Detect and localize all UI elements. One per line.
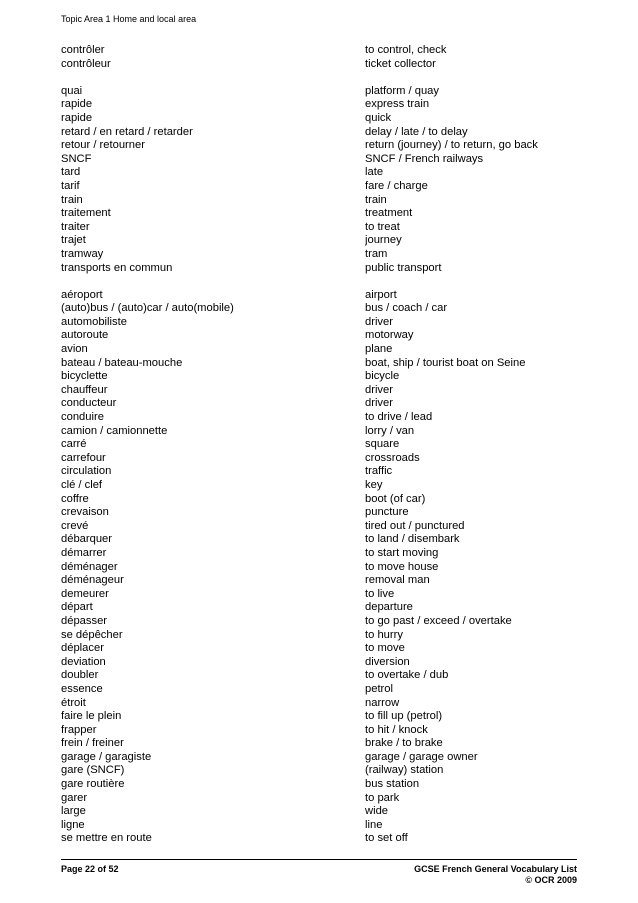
- french-term: autoroute: [61, 329, 109, 342]
- english-translation: garage / garage owner: [365, 750, 478, 763]
- page-number: [61, 864, 119, 875]
- english-translation: boat, ship / tourist boat on Seine: [365, 356, 526, 369]
- vocab-row: [61, 384, 581, 398]
- english-translation: late: [365, 166, 384, 179]
- copyright: © OCR 2009: [525, 875, 577, 885]
- english-translation: motorway: [365, 329, 414, 342]
- vocab-row: [61, 207, 581, 221]
- vocab-row: [61, 58, 581, 72]
- vocab-row: [61, 792, 581, 806]
- vocab-row: [61, 44, 581, 58]
- french-term: clé / clef: [61, 479, 103, 491]
- french-term: doubler: [61, 669, 99, 682]
- vocab-row: [61, 669, 581, 683]
- vocab-row: [61, 465, 581, 479]
- french-term: SNCF: [61, 152, 92, 165]
- english-translation: crossroads: [365, 451, 420, 464]
- vocab-group: [61, 44, 581, 71]
- english-translation: driver: [365, 315, 393, 328]
- vocab-row: [61, 166, 581, 180]
- french-term: deviation: [61, 655, 106, 668]
- english-translation: platform / quay: [365, 84, 439, 97]
- footer-info: [414, 864, 577, 886]
- vocab-row: [61, 248, 581, 262]
- vocab-row: [61, 574, 581, 588]
- english-translation: to control, check: [365, 44, 447, 56]
- english-translation: train: [365, 193, 387, 206]
- english-translation: fare / charge: [365, 179, 428, 192]
- french-term: quai: [61, 84, 83, 97]
- english-translation: traffic: [365, 465, 393, 478]
- vocab-row: [61, 397, 581, 411]
- french-term: (auto)bus / (auto)car / auto(mobile): [61, 302, 234, 315]
- vocab-row: [61, 778, 581, 792]
- french-term: circulation: [61, 465, 112, 478]
- french-term: rapide: [61, 98, 93, 111]
- english-translation: delay / late / to delay: [365, 125, 468, 138]
- english-translation: airport: [365, 288, 397, 301]
- english-translation: to hurry: [365, 628, 403, 641]
- french-term: rapide: [61, 111, 93, 124]
- header-title: Topic Area 1 Home and local area: [61, 14, 197, 24]
- french-term: faire le plein: [61, 710, 122, 723]
- french-term: étroit: [61, 696, 86, 709]
- english-translation: narrow: [365, 696, 400, 709]
- vocab-row: [61, 764, 581, 778]
- french-term: frapper: [61, 723, 97, 736]
- french-term: tard: [61, 166, 81, 179]
- french-term: camion / camionnette: [61, 424, 168, 437]
- vocabulary-list: [61, 44, 581, 860]
- french-term: déménager: [61, 560, 118, 573]
- vocab-group: [61, 85, 581, 275]
- vocab-row: [61, 153, 581, 167]
- english-translation: to start moving: [365, 546, 439, 559]
- english-translation: to go past / exceed / overtake: [365, 614, 512, 627]
- french-term: crevé: [61, 519, 89, 532]
- vocab-row: [61, 411, 581, 425]
- vocab-row: [61, 329, 581, 343]
- french-term: ligne: [61, 818, 85, 831]
- vocab-row: [61, 452, 581, 466]
- vocab-row: [61, 601, 581, 615]
- english-translation: to drive / lead: [365, 411, 433, 424]
- french-term: traitement: [61, 207, 111, 220]
- vocab-row: [61, 316, 581, 330]
- french-term: essence: [61, 682, 103, 695]
- english-translation: lorry / van: [365, 424, 415, 437]
- french-term: conduire: [61, 411, 104, 424]
- french-term: dépasser: [61, 614, 108, 627]
- vocab-row: [61, 561, 581, 575]
- vocab-row: [61, 629, 581, 643]
- french-term: se mettre en route: [61, 832, 152, 845]
- vocab-row: [61, 805, 581, 819]
- vocab-row: [61, 642, 581, 656]
- english-translation: bus station: [365, 778, 420, 791]
- french-term: déplacer: [61, 642, 104, 655]
- english-translation: to park: [365, 791, 400, 804]
- english-translation: to hit / knock: [365, 723, 428, 736]
- french-term: gare routière: [61, 778, 125, 791]
- vocab-row: [61, 506, 581, 520]
- english-translation: to move: [365, 642, 405, 655]
- vocab-row: [61, 615, 581, 629]
- english-translation: express train: [365, 98, 430, 111]
- vocab-row: [61, 533, 581, 547]
- english-translation: plane: [365, 343, 393, 356]
- vocab-row: [61, 751, 581, 765]
- french-term: retour / retourner: [61, 139, 145, 152]
- vocab-row: [61, 302, 581, 316]
- english-translation: wide: [365, 805, 389, 818]
- vocab-row: [61, 683, 581, 697]
- english-translation: to land / disembark: [365, 533, 460, 546]
- vocab-row: [61, 737, 581, 751]
- page-number-text: Page 22 of 52: [61, 864, 119, 874]
- vocab-row: [61, 520, 581, 534]
- vocab-row: [61, 438, 581, 452]
- english-translation: to fill up (petrol): [365, 710, 443, 723]
- english-translation: to set off: [365, 832, 408, 845]
- english-translation: puncture: [365, 506, 409, 519]
- french-term: aéroport: [61, 288, 103, 301]
- vocab-row: [61, 479, 581, 493]
- french-term: coffre: [61, 492, 89, 505]
- vocab-row: [61, 425, 581, 439]
- english-translation: petrol: [365, 682, 393, 695]
- english-translation: tram: [365, 247, 388, 260]
- vocab-row: [61, 221, 581, 235]
- vocab-row: [61, 112, 581, 126]
- page-header: [61, 13, 196, 25]
- french-term: garer: [61, 791, 88, 804]
- french-term: contrôleur: [61, 57, 111, 70]
- french-term: démarrer: [61, 546, 107, 559]
- english-translation: boot (of car): [365, 492, 426, 505]
- french-term: débarquer: [61, 533, 113, 546]
- vocab-row: [61, 357, 581, 371]
- vocab-group: [61, 289, 581, 846]
- vocab-row: [61, 85, 581, 99]
- vocab-row: [61, 547, 581, 561]
- english-translation: SNCF / French railways: [365, 152, 484, 165]
- french-term: carré: [61, 438, 87, 451]
- vocab-row: [61, 656, 581, 670]
- vocab-row: [61, 588, 581, 602]
- french-term: transports en commun: [61, 261, 173, 274]
- french-term: retard / en retard / retarder: [61, 125, 193, 138]
- english-translation: treatment: [365, 207, 413, 220]
- vocab-row: [61, 98, 581, 112]
- english-translation: (railway) station: [365, 764, 444, 777]
- english-translation: diversion: [365, 655, 410, 668]
- vocab-row: [61, 126, 581, 140]
- vocab-row: [61, 832, 581, 846]
- french-term: traiter: [61, 220, 90, 233]
- english-translation: square: [365, 438, 400, 451]
- english-translation: to treat: [365, 220, 400, 233]
- english-translation: ticket collector: [365, 57, 436, 70]
- french-term: large: [61, 805, 86, 818]
- english-translation: driver: [365, 383, 393, 396]
- french-term: avion: [61, 343, 88, 356]
- french-term: contrôler: [61, 44, 105, 56]
- french-term: bateau / bateau-mouche: [61, 356, 183, 369]
- english-translation: brake / to brake: [365, 737, 443, 750]
- vocab-row: [61, 697, 581, 711]
- french-term: trajet: [61, 234, 86, 247]
- french-term: garage / garagiste: [61, 750, 152, 763]
- english-translation: journey: [365, 234, 402, 247]
- english-translation: tired out / punctured: [365, 519, 465, 532]
- vocab-row: [61, 262, 581, 276]
- french-term: tramway: [61, 247, 104, 260]
- french-term: tarif: [61, 179, 80, 192]
- english-translation: removal man: [365, 574, 430, 587]
- footer-divider: [61, 859, 577, 860]
- french-term: frein / freiner: [61, 737, 124, 750]
- french-term: train: [61, 193, 83, 206]
- english-translation: public transport: [365, 261, 442, 274]
- english-translation: to overtake / dub: [365, 669, 449, 682]
- french-term: automobiliste: [61, 315, 127, 328]
- french-term: demeurer: [61, 587, 109, 600]
- vocab-row: [61, 724, 581, 738]
- english-translation: key: [365, 479, 383, 491]
- vocab-row: [61, 139, 581, 153]
- document-title: GCSE French General Vocabulary List: [414, 864, 577, 874]
- french-term: bicyclette: [61, 370, 108, 383]
- english-translation: to move house: [365, 560, 439, 573]
- vocab-row: [61, 819, 581, 833]
- vocab-row: [61, 493, 581, 507]
- vocab-row: [61, 370, 581, 384]
- french-term: conducteur: [61, 397, 117, 410]
- english-translation: bus / coach / car: [365, 302, 448, 315]
- french-term: départ: [61, 601, 93, 614]
- french-term: déménageur: [61, 574, 124, 587]
- english-translation: quick: [365, 111, 392, 124]
- english-translation: line: [365, 818, 383, 831]
- vocab-row: [61, 710, 581, 724]
- english-translation: bicycle: [365, 370, 400, 383]
- english-translation: departure: [365, 601, 413, 614]
- french-term: carrefour: [61, 451, 106, 464]
- vocab-row: [61, 180, 581, 194]
- vocab-row: [61, 234, 581, 248]
- english-translation: return (journey) / to return, go back: [365, 139, 538, 152]
- french-term: crevaison: [61, 506, 109, 519]
- vocab-row: [61, 194, 581, 208]
- french-term: se dépêcher: [61, 628, 123, 641]
- english-translation: to live: [365, 587, 395, 600]
- vocab-row: [61, 343, 581, 357]
- vocab-row: [61, 289, 581, 303]
- french-term: gare (SNCF): [61, 764, 125, 777]
- french-term: chauffeur: [61, 383, 108, 396]
- english-translation: driver: [365, 397, 393, 410]
